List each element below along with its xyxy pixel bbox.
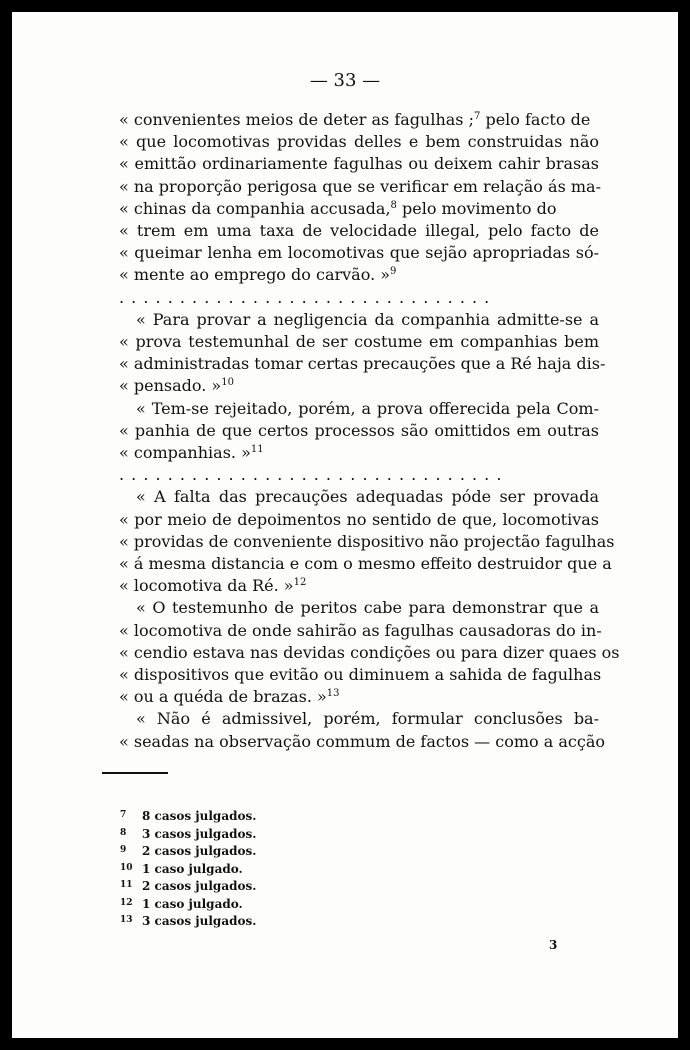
footnote-text: 2 casos julgados. [142,879,257,893]
footnote-rule [102,772,168,774]
text-line [119,553,612,575]
text-line [119,620,602,642]
line-text: « Para provar a negligencia da companhia admitte-se a [136,309,599,329]
line-text: « panhia de que certos processos são omittidos em outras [119,420,599,440]
line-text: « emittão ordinariamente fagulhas ou deixem cahir brasas [119,154,599,174]
text-line [136,597,599,619]
text-line [119,420,599,442]
text-line [119,731,606,753]
line-text-after: pelo movimento do [396,198,557,218]
text-line [119,331,599,353]
footnote-ref: 13 [326,688,340,700]
text-line [119,153,599,175]
line-text: « queimar lenha em locomotivas que sejão apropriadas só- [119,243,599,263]
line-text: « pensado. » [119,376,222,396]
text-line [119,220,599,242]
footnote-text: 3 casos julgados. [142,914,257,928]
footnote [120,912,256,930]
ellipsis-line: . . . . . . . . . . . . . . . . . . . . . . . . . . . . . . . [119,287,491,307]
line-text-after: pelo facto de [480,110,591,129]
footnote [120,877,256,895]
line-text: « ou a quéda de brazas. » [119,687,327,707]
line-text: « por meio de depoimentos no sentido de que, locomotivas [119,509,599,529]
footnote [120,842,256,860]
text-line [119,264,599,286]
footnote-mark: 9 [120,845,127,855]
footnote-ref: 7 [474,111,481,122]
footnote-text: 1 caso julgado. [142,861,243,876]
line-text: « chinas da companhia accusada, [119,198,391,218]
footnote [120,895,243,913]
line-text: « prova testemunhal de ser costume em companhias bem [119,332,599,351]
ellipsis-line: . . . . . . . . . . . . . . . . . . . . . . . . . . . . . . . . [119,465,503,485]
line-text: « que locomotivas providas delles e bem construidas não [119,132,599,152]
footnote [120,807,256,825]
line-text: « providas de conveniente dispositivo não projectão fagulhas [119,531,615,551]
line-text: « cendio estava nas devidas condições ou para dizer quaes os [119,642,620,662]
line-text: « locomotiva de onde sahirão as fagulhas causadoras do in- [119,620,602,640]
text-line [119,531,615,553]
text-line [119,109,599,131]
footnote-ref: 12 [293,577,307,589]
text-line [119,198,599,220]
footnote-text: 8 casos julgados. [142,809,257,823]
text-line [119,664,602,686]
line-text: « trem em uma taxa de velocidade illegal, pelo facto de [119,221,599,240]
line-text: « mente ao emprego do carvão. » [119,265,391,285]
line-text: « Tem-se rejeitado, porém, a prova offerecida pela Com- [136,398,599,418]
text-line [119,442,599,464]
text-line [136,398,599,420]
signature-mark: 3 [549,938,558,952]
footnote-mark: 11 [120,880,133,890]
line-text: « locomotiva da Ré. » [119,576,294,596]
text-line [119,353,606,375]
footnote-ref: 9 [390,266,397,278]
text-line [119,131,599,153]
page-number: — 33 — [309,70,381,91]
footnote-mark: 8 [120,827,127,838]
text-line [119,176,599,198]
footnote [120,825,256,843]
footnote-text: 2 casos julgados. [142,844,257,858]
footnote-mark: 10 [120,862,133,873]
footnote-mark: 12 [120,897,133,908]
footnote-text: 3 casos julgados. [142,826,257,841]
line-text: « dispositivos que evitão ou diminuem a sahida de fagulhas [119,665,602,684]
footnote-ref: 10 [221,377,234,389]
text-line [136,309,599,331]
line-text: « convenientes meios de deter as fagulhas ; [119,110,474,129]
footnote-mark: 13 [120,915,133,925]
line-text: « O testemunho de peritos cabe para demonstrar que a [136,598,599,618]
text-line [119,375,599,397]
line-text: « na proporção perigosa que se verificar em relação ás ma- [119,176,601,196]
footnote-text: 1 caso julgado. [142,896,243,911]
text-line [119,509,599,531]
line-text: « administradas tomar certas precauções que a Ré haja dis- [119,354,606,374]
text-line [136,708,599,730]
footnote-ref: 8 [390,199,397,211]
text-line [136,486,599,508]
footnote-ref: 11 [250,444,264,455]
footnote-mark: 7 [120,810,127,820]
text-line [119,686,599,708]
book-page [12,12,678,1038]
line-text: « A falta das precauções adequadas póde ser provada [136,487,599,507]
text-line [119,575,599,597]
text-line [119,242,599,264]
line-text: « companhias. » [119,443,251,462]
line-text: « Não é admissivel, porém, formular conclusões ba- [136,709,599,729]
line-text: « seadas na observação commum de factos — como a acção [119,731,606,751]
text-line [119,642,620,664]
footnote [120,860,243,878]
line-text: « á mesma distancia e com o mesmo effeito destruidor que a [119,554,612,573]
